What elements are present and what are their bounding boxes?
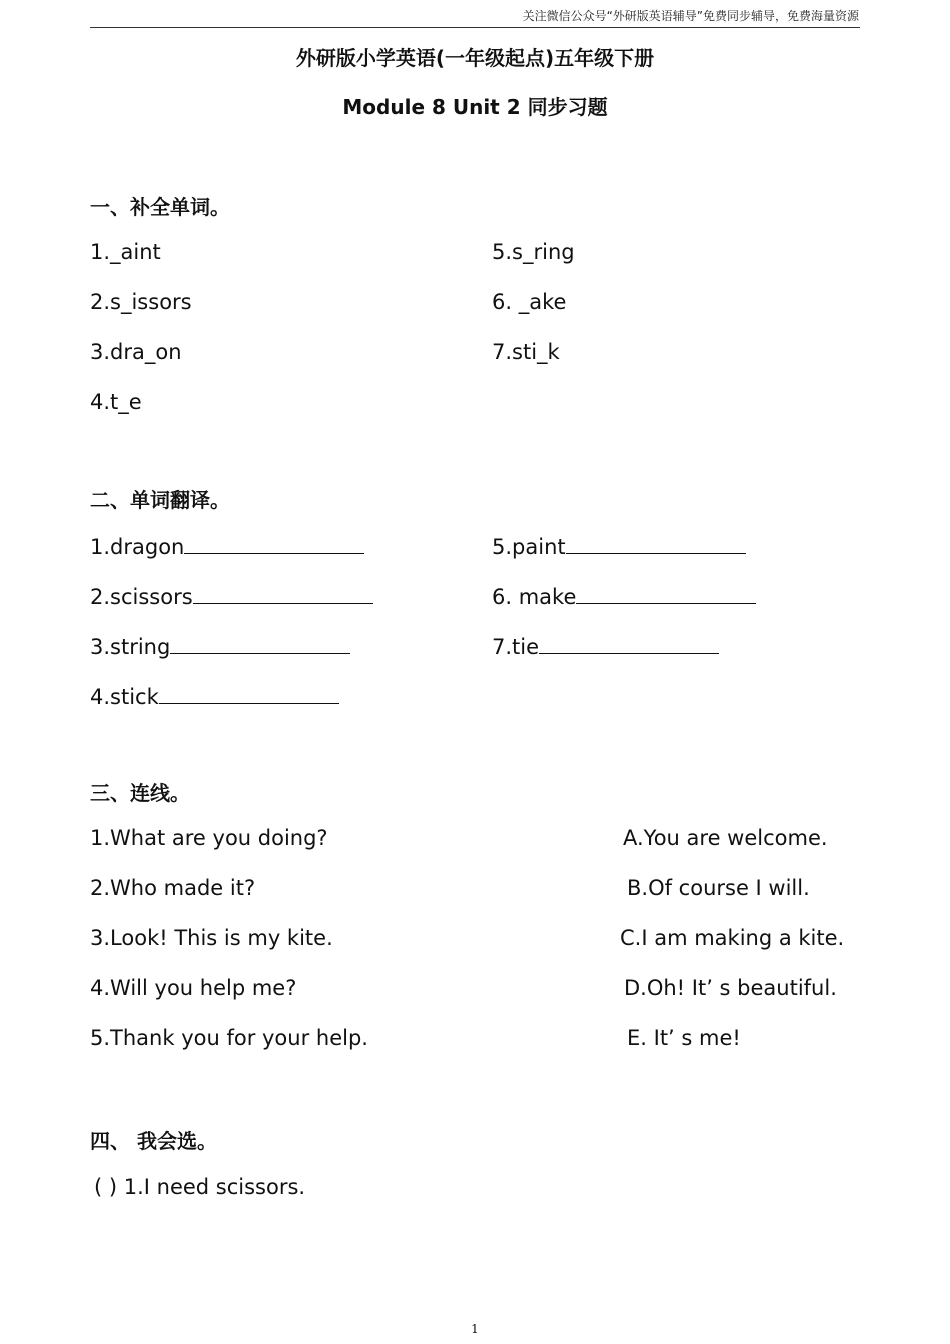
section4-heading: 四、 我会选。 <box>90 1129 217 1153</box>
s2-item-2 <box>90 583 373 609</box>
s2-item-7 <box>492 633 719 659</box>
s2-item-3 <box>90 633 350 659</box>
match-left-1: 1.What are you doing? <box>90 826 328 850</box>
s2-item-5 <box>492 533 746 559</box>
match-right-e: E. It’ s me! <box>627 1026 741 1050</box>
section2-heading: 二、单词翻译。 <box>90 488 230 512</box>
s2-word-5: 5.paint <box>492 535 566 559</box>
s1-item-3: 3.dra_on <box>90 340 182 364</box>
match-left-5: 5.Thank you for your help. <box>90 1026 368 1050</box>
s1-item-5: 5.s_ring <box>492 240 575 264</box>
answer-blank-4[interactable] <box>159 683 339 704</box>
page-number: 1 <box>471 1322 479 1336</box>
choice-item-1: ( ) 1.I need scissors. <box>94 1175 306 1199</box>
s1-item-2: 2.s_issors <box>90 290 192 314</box>
answer-blank-3[interactable] <box>170 633 350 654</box>
match-left-4: 4.Will you help me? <box>90 976 297 1000</box>
s2-word-3: 3.string <box>90 635 171 659</box>
match-left-2: 2.Who made it? <box>90 876 256 900</box>
answer-blank-7[interactable] <box>539 633 719 654</box>
s2-word-4: 4.stick <box>90 685 159 709</box>
match-right-c: C.I am making a kite. <box>620 926 845 950</box>
match-left-3: 3.Look! This is my kite. <box>90 926 333 950</box>
match-right-a: A.You are welcome. <box>623 826 828 850</box>
header-note: 关注微信公众号“外研版英语辅导”免费同步辅导，免费海量资源 <box>522 9 859 23</box>
s2-item-4 <box>90 683 339 709</box>
match-right-d: D.Oh! It’ s beautiful. <box>624 976 837 1000</box>
section3-heading: 三、连线。 <box>90 781 190 805</box>
title-line2: Module 8 Unit 2 同步习题 <box>342 95 608 119</box>
answer-blank-2[interactable] <box>193 583 373 604</box>
s2-word-7: 7.tie <box>492 635 540 659</box>
title-line1: 外研版小学英语(一年级起点)五年级下册 <box>295 46 655 70</box>
s2-word-6: 6. make <box>492 585 577 609</box>
section1-heading: 一、补全单词。 <box>90 195 230 219</box>
s2-item-1 <box>90 533 364 559</box>
header-rule <box>90 27 860 28</box>
s2-item-6 <box>492 583 756 609</box>
s1-item-4: 4.t_e <box>90 390 142 414</box>
s1-item-7: 7.sti_k <box>492 340 560 364</box>
s2-word-1: 1.dragon <box>90 535 185 559</box>
answer-blank-5[interactable] <box>566 533 746 554</box>
s1-item-1: 1._aint <box>90 240 161 264</box>
answer-blank-6[interactable] <box>576 583 756 604</box>
match-right-b: B.Of course I will. <box>627 876 810 900</box>
s1-item-6: 6. _ake <box>492 290 567 314</box>
answer-blank-1[interactable] <box>184 533 364 554</box>
s2-word-2: 2.scissors <box>90 585 193 609</box>
